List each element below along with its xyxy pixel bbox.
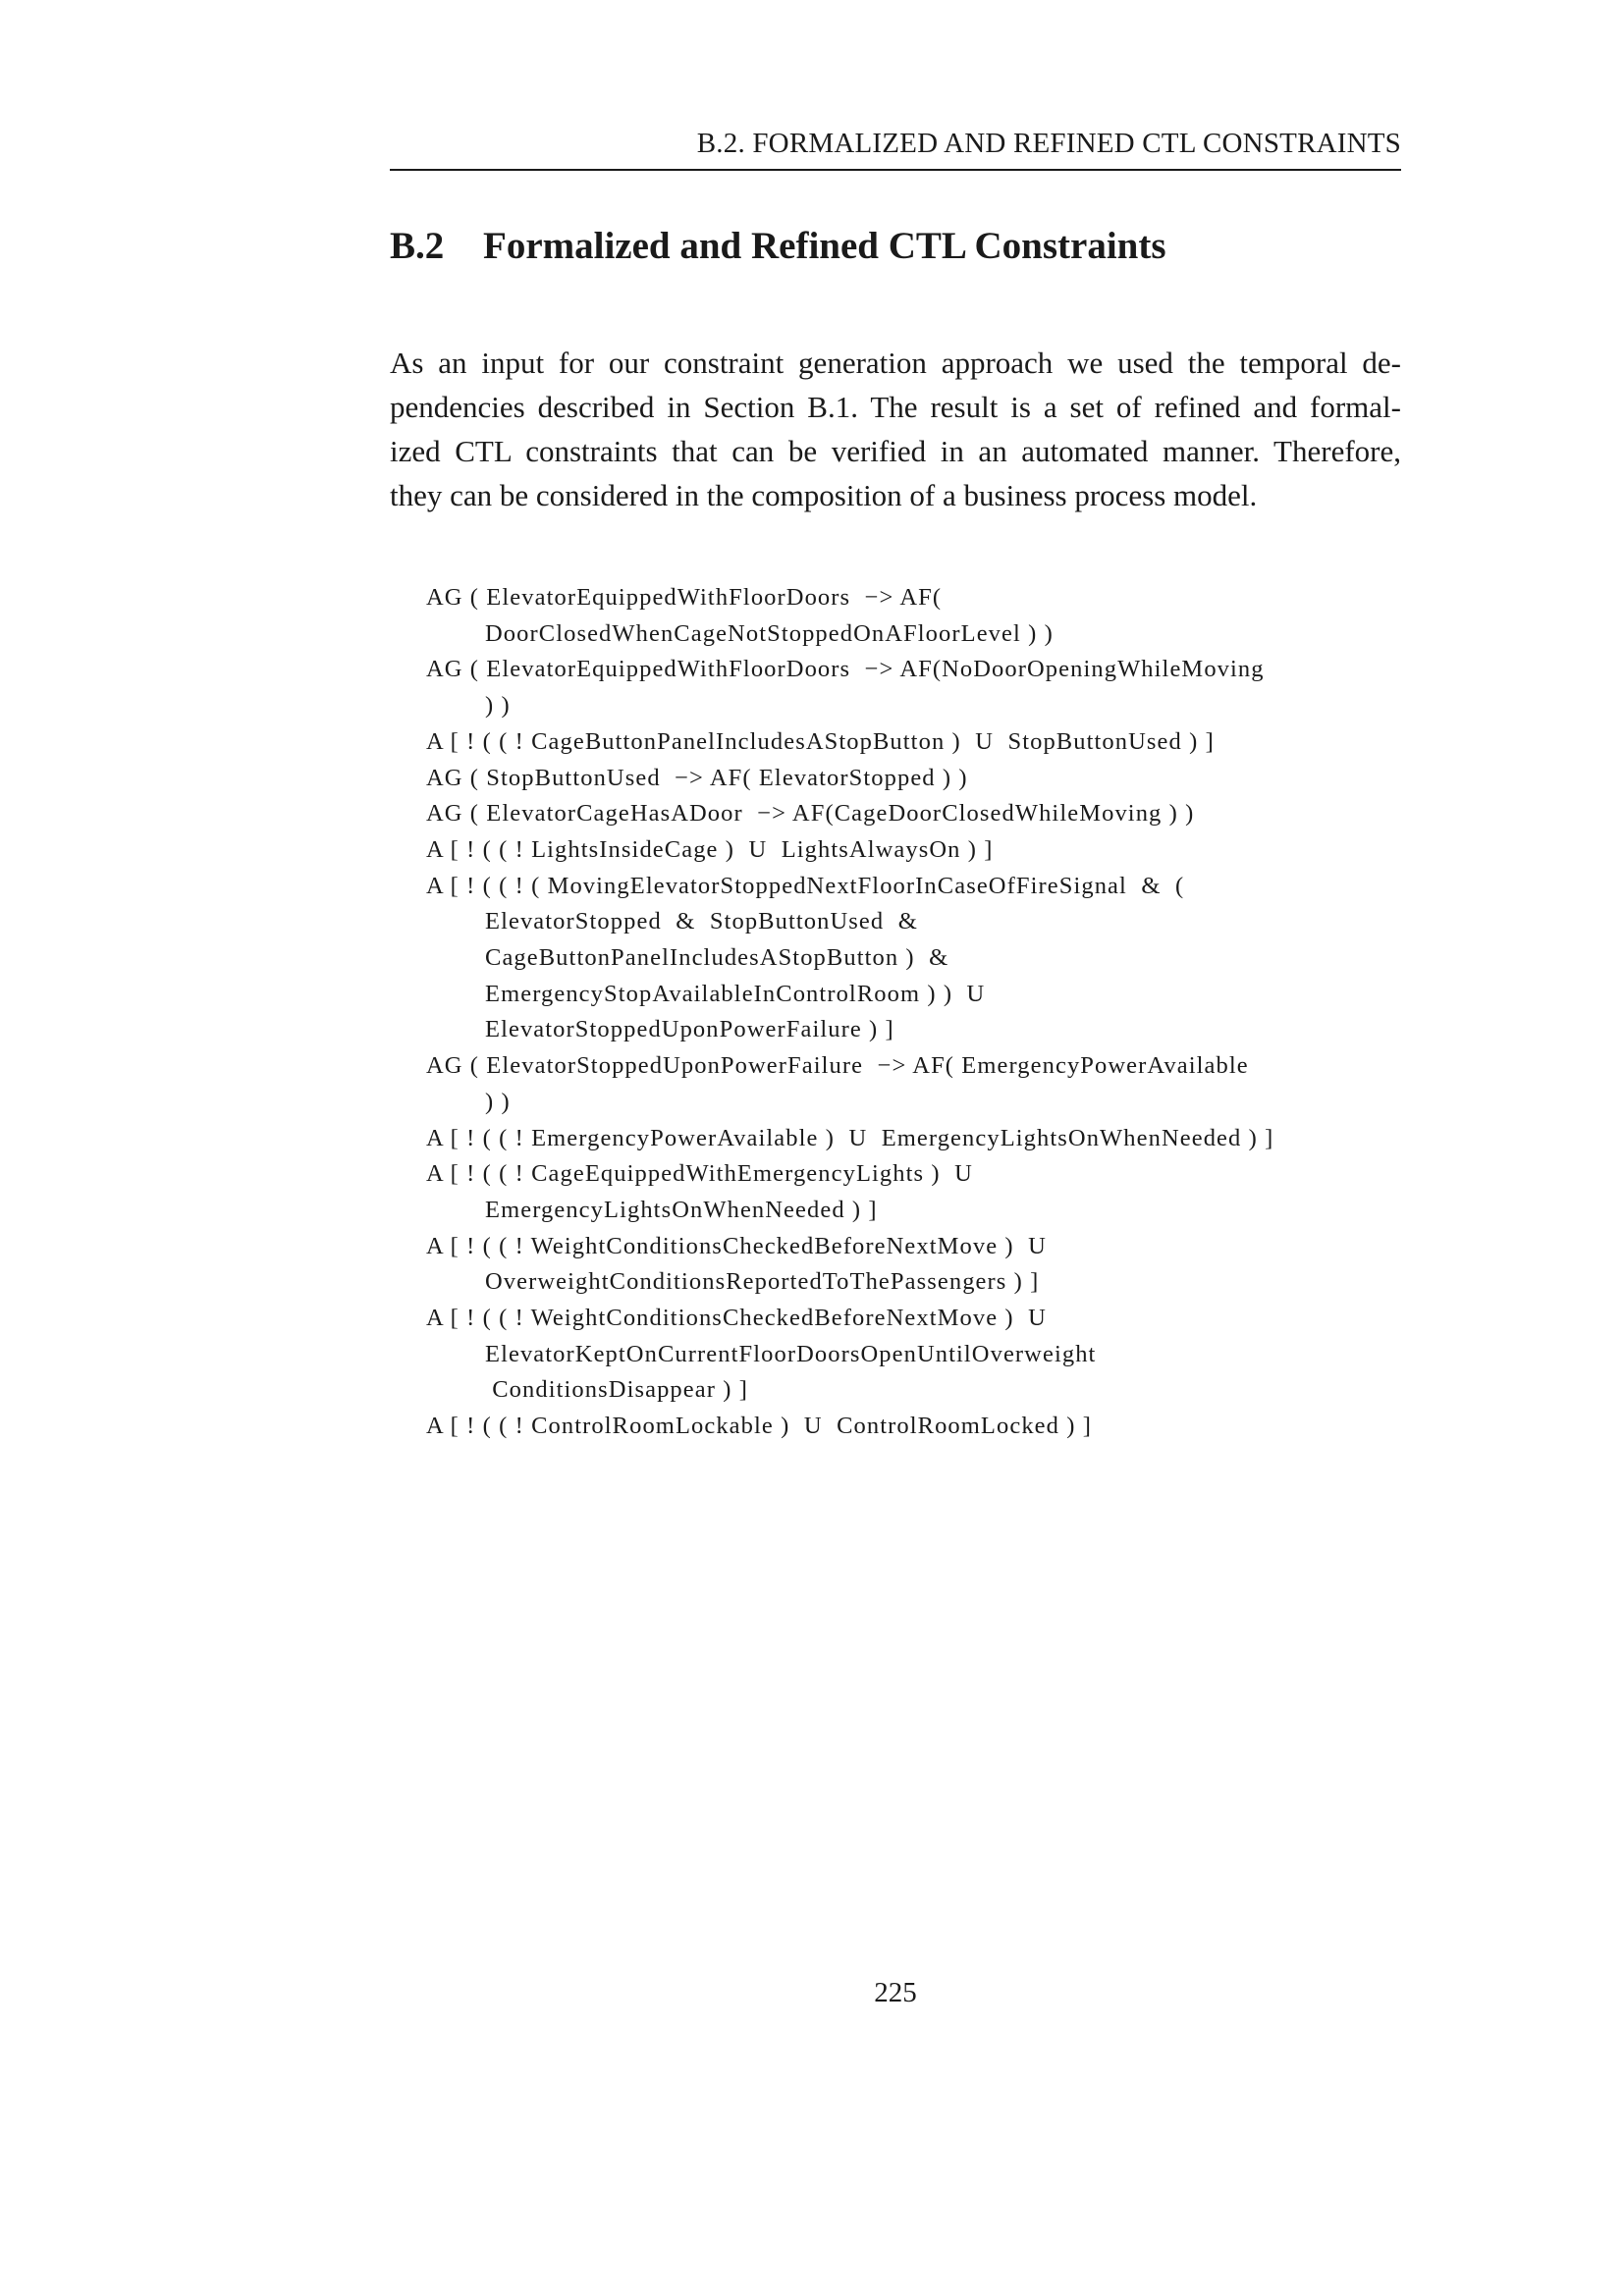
page-number: 225 [874,1977,917,2008]
code-line: A [ ! ( ( ! EmergencyPowerAvailable ) U EmergencyLightsOnWhenNeeded ) ] [426,1124,1274,1151]
running-head: B.2. FORMALIZED AND REFINED CTL CONSTRAINTS [696,128,1401,159]
code-line: ConditionsDisappear ) ] [485,1376,748,1404]
code-line: A [ ! ( ( ! WeightConditionsCheckedBeforeNextMove ) U [426,1232,1047,1259]
code-line: ElevatorStopped & StopButtonUsed & [485,908,918,935]
code-line: AG ( ElevatorStoppedUponPowerFailure −> AF( EmergencyPowerAvailable [426,1052,1249,1080]
code-line: ) ) [485,692,511,720]
intro-line: ized CTL constraints that can be verified in an automated manner. Therefore, [390,434,1401,468]
code-line: AG ( ElevatorEquippedWithFloorDoors −> AF(NoDoorOpeningWhileMoving [426,656,1265,683]
code-line: AG ( ElevatorCageHasADoor −> AF(CageDoorClosedWhileMoving ) ) [426,800,1195,828]
intro-line: As an input for our constraint generation approach we used the temporal de- [390,346,1401,380]
code-line: A [ ! ( ( ! ( MovingElevatorStoppedNextFloorInCaseOfFireSignal & ( [426,872,1185,899]
code-line: EmergencyStopAvailableInControlRoom ) ) U [485,980,986,1007]
section-title: Formalized and Refined CTL Constraints [483,225,1166,267]
code-line: OverweightConditionsReportedToThePassengers ) ] [485,1268,1040,1296]
code-line: A [ ! ( ( ! LightsInsideCage ) U LightsAlwaysOn ) ] [426,835,994,863]
intro-line: pendencies described in Section B.1. The result is a set of refined and formal- [390,390,1401,424]
section-heading [390,222,1401,271]
code-line: A [ ! ( ( ! CageButtonPanelIncludesAStopButton ) U StopButtonUsed ) ] [426,727,1215,755]
code-line: ) ) [485,1088,511,1115]
intro-line: they can be considered in the composition of a business process model. [390,478,1258,512]
code-line: A [ ! ( ( ! WeightConditionsCheckedBeforeNextMove ) U [426,1305,1047,1332]
code-line: ElevatorKeptOnCurrentFloorDoorsOpenUntilOverweight [485,1340,1097,1367]
code-line: A [ ! ( ( ! ControlRoomLockable ) U ControlRoomLocked ) ] [426,1413,1092,1440]
code-line: ElevatorStoppedUponPowerFailure ) ] [485,1016,894,1043]
section-number: B.2 [390,225,445,267]
code-line: EmergencyLightsOnWhenNeeded ) ] [485,1196,878,1223]
code-line: AG ( ElevatorEquippedWithFloorDoors −> AF( [426,584,943,611]
code-line: A [ ! ( ( ! CageEquippedWithEmergencyLights ) U [426,1160,973,1188]
intro-paragraph [390,341,1401,517]
ctl-constraints-listing [426,580,1398,1445]
code-line: DoorClosedWhenCageNotStoppedOnAFloorLevel ) ) [485,619,1054,647]
header-rule [390,169,1401,171]
code-line: AG ( StopButtonUsed −> AF( ElevatorStopped ) ) [426,764,968,791]
code-line: CageButtonPanelIncludesAStopButton ) & [485,944,949,972]
